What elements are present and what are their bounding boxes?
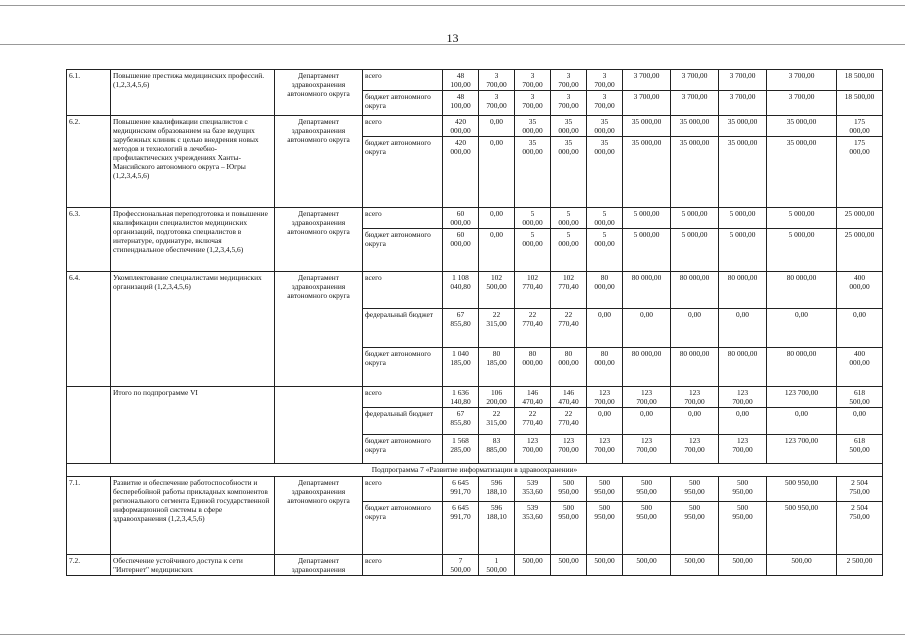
amount-cell: 123 700,00 (623, 387, 671, 408)
amount-cell: 500,00 (551, 555, 587, 576)
amount-cell: 22 770,40 (551, 408, 587, 435)
amount-cell: 48 100,00 (443, 70, 479, 91)
amount-cell: 618 500,00 (837, 387, 883, 408)
amount-cell: 1 108 040,80 (443, 272, 479, 309)
amount-cell: 618 500,00 (837, 435, 883, 464)
amount-cell: 3 700,00 (623, 70, 671, 91)
table-row (67, 555, 883, 576)
amount-cell: 3 700,00 (479, 70, 515, 91)
amount-cell: 1 636 140,80 (443, 387, 479, 408)
row-number: 7.1. (67, 477, 111, 555)
funding-source: бюджет автономного округа (363, 137, 443, 208)
table-row (67, 477, 883, 502)
amount-cell: 5 000,00 (551, 229, 587, 272)
funding-source: всего (363, 272, 443, 309)
amount-cell: 500 950,00 (719, 502, 767, 555)
amount-cell: 0,00 (719, 309, 767, 348)
amount-cell: 18 500,00 (837, 91, 883, 116)
amount-cell: 123 700,00 (551, 435, 587, 464)
amount-cell: 1 500,00 (479, 555, 515, 576)
amount-cell: 3 700,00 (767, 70, 837, 91)
amount-cell: 2 500,00 (837, 555, 883, 576)
amount-cell: 35 000,00 (719, 116, 767, 137)
amount-cell: 22 315,00 (479, 309, 515, 348)
amount-cell: 0,00 (837, 408, 883, 435)
amount-cell: 500 950,00 (551, 477, 587, 502)
amount-cell: 175 000,00 (837, 137, 883, 208)
amount-cell: 35 000,00 (515, 116, 551, 137)
amount-cell: 0,00 (719, 408, 767, 435)
amount-cell: 0,00 (623, 408, 671, 435)
amount-cell: 5 000,00 (719, 208, 767, 229)
amount-cell: 67 855,80 (443, 408, 479, 435)
amount-cell: 0,00 (479, 229, 515, 272)
amount-cell: 500 950,00 (587, 477, 623, 502)
amount-cell: 500,00 (623, 555, 671, 576)
funding-source: всего (363, 555, 443, 576)
amount-cell: 35 000,00 (587, 137, 623, 208)
amount-cell: 596 188,10 (479, 502, 515, 555)
amount-cell: 539 353,60 (515, 477, 551, 502)
funding-source: всего (363, 208, 443, 229)
amount-cell: 80 000,00 (767, 348, 837, 387)
activity-name: Укомплектование специалистами медицинских организаций (1,2,3,4,5,6) (111, 272, 275, 387)
amount-cell: 80 000,00 (623, 348, 671, 387)
amount-cell: 25 000,00 (837, 229, 883, 272)
activity-name: Развитие и обеспечение работоспособности и бесперебойной работы прикладных компонентов регионального сегмента Единой государственной информационной системы в сфере здравоохранения (1,2,3,4,5,6) (111, 477, 275, 555)
table-row (67, 116, 883, 137)
amount-cell: 0,00 (479, 208, 515, 229)
amount-cell: 102 500,00 (479, 272, 515, 309)
amount-cell: 3 700,00 (479, 91, 515, 116)
row-number (67, 387, 111, 464)
executor: Департамент здравоохранения автономного округа (275, 116, 363, 208)
amount-cell: 539 353,60 (515, 502, 551, 555)
amount-cell: 123 700,00 (671, 387, 719, 408)
amount-cell: 3 700,00 (767, 91, 837, 116)
amount-cell: 5 000,00 (767, 208, 837, 229)
amount-cell: 123 700,00 (587, 435, 623, 464)
amount-cell: 500 950,00 (623, 502, 671, 555)
activity-name: Обеспечение устойчивого доступа к сети "Интернет" медицинских (111, 555, 275, 576)
amount-cell: 35 000,00 (671, 137, 719, 208)
amount-cell: 35 000,00 (551, 116, 587, 137)
row-number: 6.2. (67, 116, 111, 208)
funding-source: бюджет автономного округа (363, 435, 443, 464)
amount-cell: 5 000,00 (515, 229, 551, 272)
amount-cell: 80 000,00 (719, 348, 767, 387)
amount-cell: 123 700,00 (515, 435, 551, 464)
amount-cell: 22 770,40 (515, 408, 551, 435)
amount-cell: 400 000,00 (837, 348, 883, 387)
amount-cell: 3 700,00 (719, 91, 767, 116)
amount-cell: 6 645 991,70 (443, 477, 479, 502)
amount-cell: 500 950,00 (767, 477, 837, 502)
amount-cell: 500 950,00 (671, 477, 719, 502)
amount-cell: 5 000,00 (719, 229, 767, 272)
funding-source: федеральный бюджет (363, 309, 443, 348)
program-table (66, 69, 883, 576)
amount-cell: 35 000,00 (623, 137, 671, 208)
amount-cell: 35 000,00 (515, 137, 551, 208)
amount-cell: 60 000,00 (443, 208, 479, 229)
amount-cell: 123 700,00 (767, 387, 837, 408)
amount-cell: 5 000,00 (623, 229, 671, 272)
amount-cell: 123 700,00 (719, 435, 767, 464)
activity-name: Повышение престижа медицинских профессий. (1,2,3,4,5,6) (111, 70, 275, 116)
amount-cell: 18 500,00 (837, 70, 883, 91)
amount-cell: 22 770,40 (551, 309, 587, 348)
activity-name: Повышение квалификации специалистов с медицинским образованием на базе ведущих зарубежных клиник с целью внедрения новых методов и технологий в лечебно-профилактических учреждениях Ханты-Мансийского автономного округа – Югры (1,2,3,4,5,6) (111, 116, 275, 208)
amount-cell: 3 700,00 (623, 91, 671, 116)
amount-cell: 35 000,00 (623, 116, 671, 137)
amount-cell: 6 645 991,70 (443, 502, 479, 555)
amount-cell: 1 568 285,00 (443, 435, 479, 464)
amount-cell: 400 000,00 (837, 272, 883, 309)
row-number: 6.4. (67, 272, 111, 387)
table-row (67, 272, 883, 309)
amount-cell: 5 000,00 (767, 229, 837, 272)
amount-cell: 0,00 (479, 137, 515, 208)
amount-cell: 80 000,00 (671, 348, 719, 387)
amount-cell: 102 770,40 (551, 272, 587, 309)
executor: Департамент здравоохранения автономного округа (275, 477, 363, 555)
amount-cell: 0,00 (671, 408, 719, 435)
amount-cell: 123 700,00 (671, 435, 719, 464)
amount-cell: 80 185,00 (479, 348, 515, 387)
amount-cell: 1 040 185,00 (443, 348, 479, 387)
amount-cell: 0,00 (479, 116, 515, 137)
amount-cell: 60 000,00 (443, 229, 479, 272)
executor: Департамент здравоохранения (275, 555, 363, 576)
amount-cell: 35 000,00 (551, 137, 587, 208)
amount-cell: 3 700,00 (671, 91, 719, 116)
amount-cell: 35 000,00 (767, 137, 837, 208)
funding-source: федеральный бюджет (363, 408, 443, 435)
funding-source: бюджет автономного округа (363, 91, 443, 116)
amount-cell: 80 000,00 (587, 348, 623, 387)
amount-cell: 3 700,00 (719, 70, 767, 91)
row-number: 6.3. (67, 208, 111, 272)
amount-cell: 500,00 (671, 555, 719, 576)
amount-cell: 83 885,00 (479, 435, 515, 464)
amount-cell: 146 470,40 (551, 387, 587, 408)
activity-name: Профессиональная переподготовка и повышение квалификации специалистов медицинских организаций, подготовка специалистов в интернатуре, ординатуре, включая стипендиальное обеспечение (1,2,3,4,5,6) (111, 208, 275, 272)
table-row (67, 387, 883, 408)
table-row (67, 208, 883, 229)
amount-cell: 5 000,00 (671, 208, 719, 229)
activity-name: Итого по подпрограмме VI (111, 387, 275, 464)
amount-cell: 22 315,00 (479, 408, 515, 435)
amount-cell: 0,00 (623, 309, 671, 348)
amount-cell: 420 000,00 (443, 137, 479, 208)
amount-cell: 175 000,00 (837, 116, 883, 137)
amount-cell: 500 950,00 (671, 502, 719, 555)
page-number: 13 (446, 31, 459, 45)
amount-cell: 2 504 750,00 (837, 477, 883, 502)
amount-cell: 500 950,00 (587, 502, 623, 555)
funding-source: бюджет автономного округа (363, 502, 443, 555)
amount-cell: 80 000,00 (587, 272, 623, 309)
amount-cell: 7 500,00 (443, 555, 479, 576)
amount-cell: 35 000,00 (587, 116, 623, 137)
amount-cell: 67 855,80 (443, 309, 479, 348)
amount-cell: 3 700,00 (671, 70, 719, 91)
executor: Департамент здравоохранения автономного округа (275, 208, 363, 272)
amount-cell: 0,00 (767, 309, 837, 348)
funding-source: всего (363, 477, 443, 502)
amount-cell: 420 000,00 (443, 116, 479, 137)
amount-cell: 35 000,00 (767, 116, 837, 137)
amount-cell: 3 700,00 (515, 91, 551, 116)
subprogram-heading-row (67, 464, 883, 477)
amount-cell: 0,00 (767, 408, 837, 435)
amount-cell: 80 000,00 (671, 272, 719, 309)
amount-cell: 5 000,00 (515, 208, 551, 229)
amount-cell: 123 700,00 (719, 387, 767, 408)
amount-cell: 25 000,00 (837, 208, 883, 229)
amount-cell: 3 700,00 (551, 91, 587, 116)
funding-source: всего (363, 70, 443, 91)
amount-cell: 3 700,00 (515, 70, 551, 91)
amount-cell: 500 950,00 (551, 502, 587, 555)
amount-cell: 123 700,00 (623, 435, 671, 464)
row-number: 6.1. (67, 70, 111, 116)
executor (275, 387, 363, 464)
amount-cell: 80 000,00 (515, 348, 551, 387)
amount-cell: 500,00 (767, 555, 837, 576)
amount-cell: 48 100,00 (443, 91, 479, 116)
amount-cell: 0,00 (837, 309, 883, 348)
amount-cell: 80 000,00 (767, 272, 837, 309)
amount-cell: 3 700,00 (587, 91, 623, 116)
amount-cell: 22 770,40 (515, 309, 551, 348)
amount-cell: 5 000,00 (587, 229, 623, 272)
amount-cell: 5 000,00 (671, 229, 719, 272)
amount-cell: 3 700,00 (551, 70, 587, 91)
amount-cell: 0,00 (587, 408, 623, 435)
amount-cell: 146 470,40 (515, 387, 551, 408)
amount-cell: 5 000,00 (587, 208, 623, 229)
amount-cell: 3 700,00 (587, 70, 623, 91)
amount-cell: 80 000,00 (623, 272, 671, 309)
funding-source: бюджет автономного округа (363, 229, 443, 272)
executor: Департамент здравоохранения автономного округа (275, 272, 363, 387)
funding-source: бюджет автономного округа (363, 348, 443, 387)
amount-cell: 500 950,00 (719, 477, 767, 502)
funding-source: всего (363, 387, 443, 408)
amount-cell: 123 700,00 (767, 435, 837, 464)
amount-cell: 500,00 (515, 555, 551, 576)
amount-cell: 35 000,00 (719, 137, 767, 208)
amount-cell: 80 000,00 (719, 272, 767, 309)
amount-cell: 500 950,00 (623, 477, 671, 502)
amount-cell: 5 000,00 (623, 208, 671, 229)
amount-cell: 500 950,00 (767, 502, 837, 555)
amount-cell: 0,00 (671, 309, 719, 348)
amount-cell: 0,00 (587, 309, 623, 348)
amount-cell: 102 770,40 (515, 272, 551, 309)
amount-cell: 35 000,00 (671, 116, 719, 137)
amount-cell: 106 200,00 (479, 387, 515, 408)
amount-cell: 80 000,00 (551, 348, 587, 387)
amount-cell: 596 188,10 (479, 477, 515, 502)
amount-cell: 2 504 750,00 (837, 502, 883, 555)
amount-cell: 123 700,00 (587, 387, 623, 408)
executor: Департамент здравоохранения автономного округа (275, 70, 363, 116)
table-row (67, 70, 883, 91)
row-number: 7.2. (67, 555, 111, 576)
funding-source: всего (363, 116, 443, 137)
amount-cell: 500,00 (719, 555, 767, 576)
amount-cell: 500,00 (587, 555, 623, 576)
subprogram-heading: Подпрограмма 7 «Развитие информатизации в здравоохранении» (67, 464, 883, 477)
amount-cell: 5 000,00 (551, 208, 587, 229)
